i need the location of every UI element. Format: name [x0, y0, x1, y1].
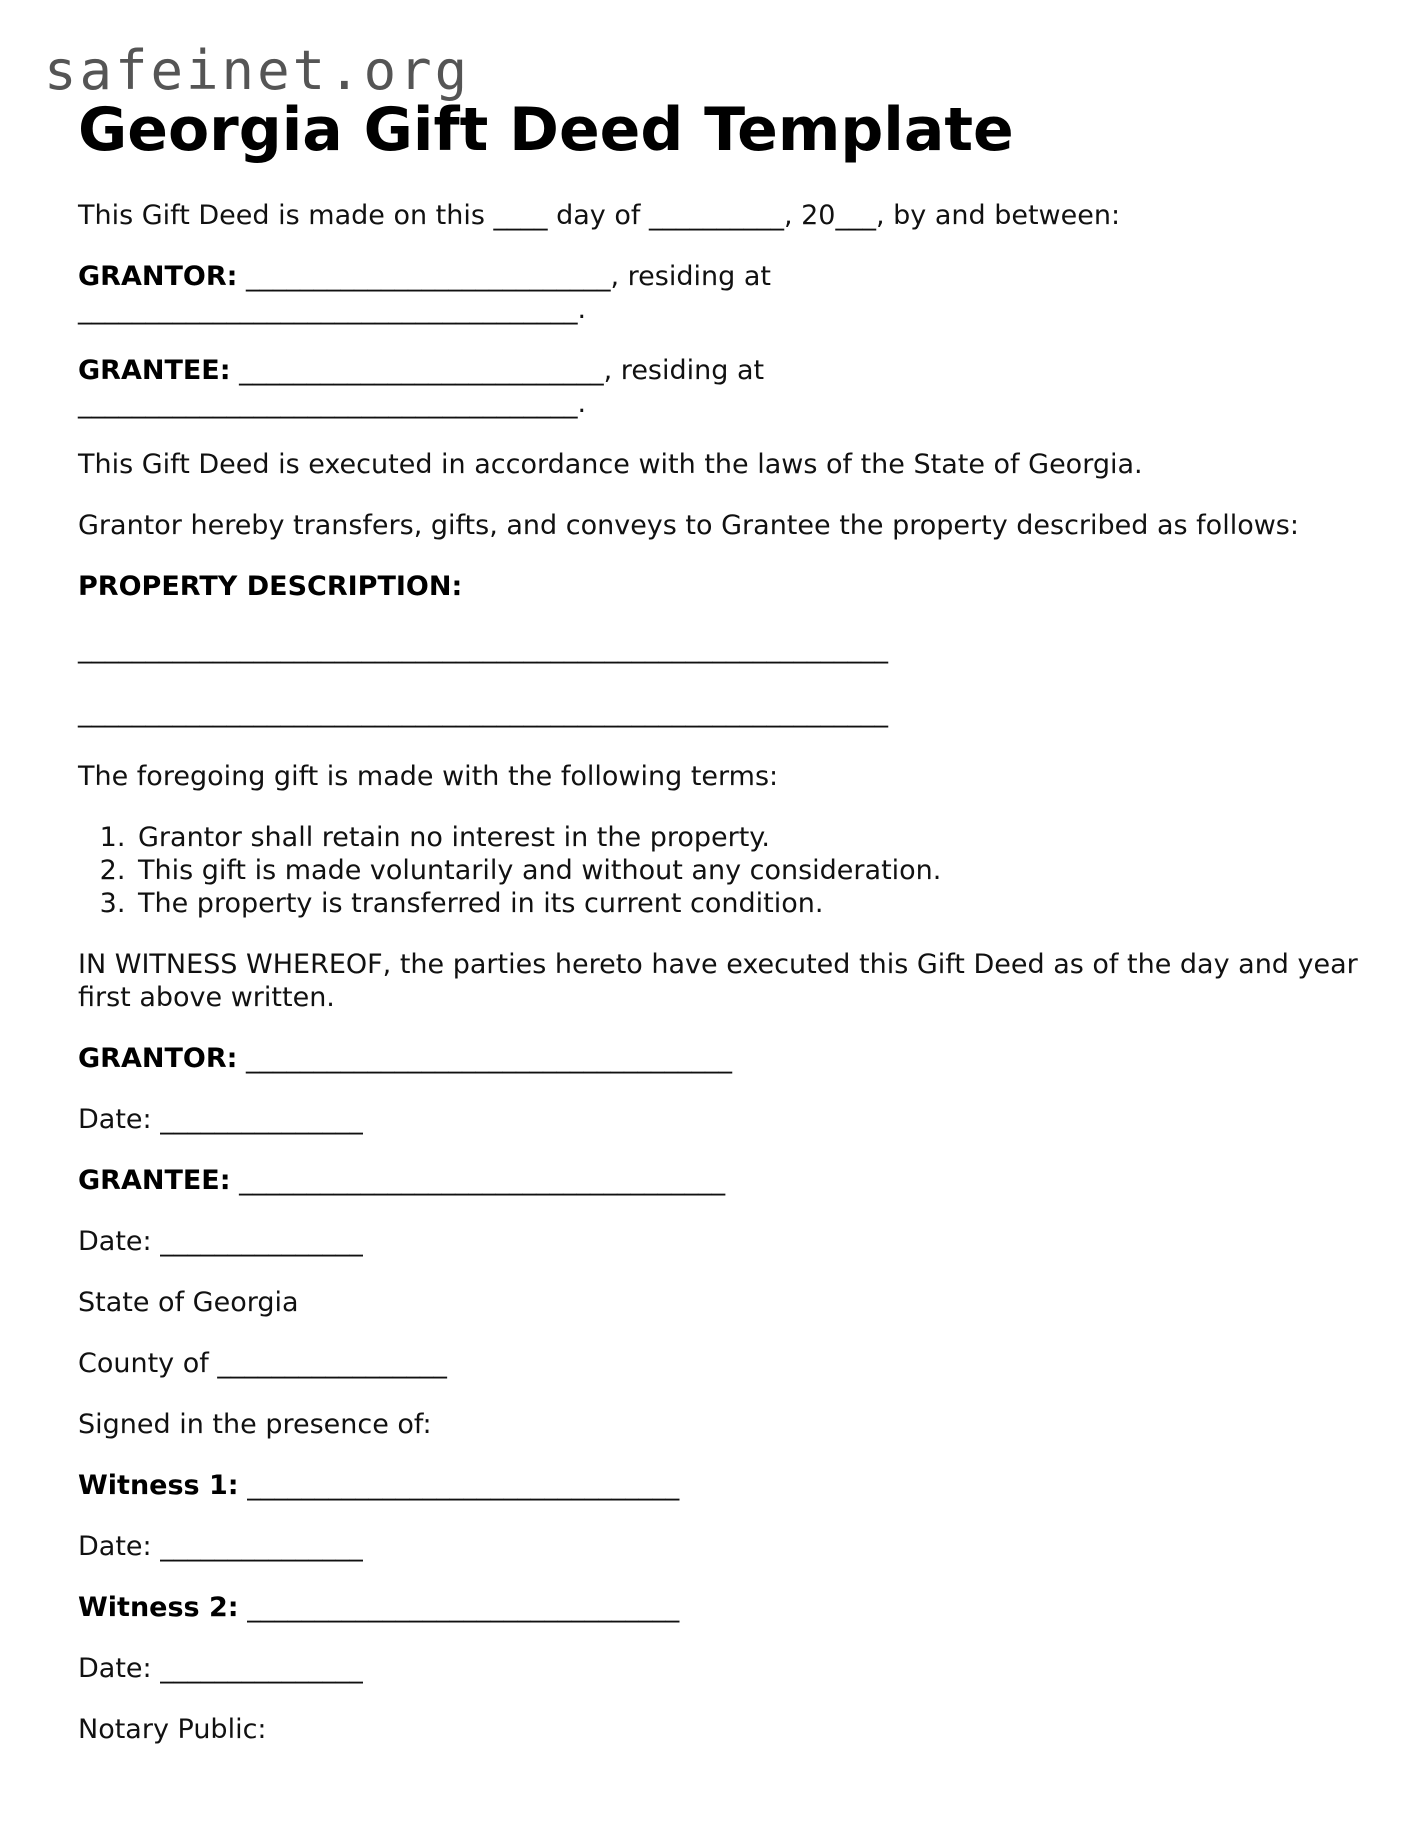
property-description-heading: PROPERTY DESCRIPTION: [78, 571, 463, 602]
witness-1-label: Witness 1: [78, 1470, 239, 1501]
grantee-signature-line [78, 1164, 1368, 1197]
grantor-party-block [78, 260, 1368, 326]
grantor-label: GRANTOR: [78, 261, 238, 292]
document-body [78, 96, 1368, 1774]
grantee-party-block [78, 354, 1368, 420]
grantor-signature-line [78, 1042, 1368, 1075]
notary-public-line: Notary Public: [78, 1714, 267, 1745]
grantee-label: GRANTEE: [78, 355, 231, 386]
watermark: safeinet.org [44, 39, 471, 102]
state-line: State of Georgia [78, 1287, 299, 1318]
witness-2-signature-line [78, 1591, 1368, 1624]
county-line: County of _________________ [78, 1348, 447, 1379]
witness-2-date-line: Date: _______________ [78, 1653, 363, 1684]
witness-1-blank: ________________________________ [238, 1470, 680, 1501]
document-title: Georgia Gift Deed Template [78, 95, 1014, 165]
grantee-date-line: Date: _______________ [78, 1226, 363, 1257]
grantee-signature-blank: ____________________________________ [230, 1165, 726, 1196]
terms-list-item: 1. Grantor shall retain no interest in the property. [134, 821, 1368, 854]
grantee-signature-label: GRANTEE: [78, 1165, 231, 1196]
property-line-1: ____________________________________________________________ [78, 633, 888, 664]
grantor-signature-blank: ____________________________________ [237, 1043, 732, 1074]
grantor-date-line: Date: _______________ [78, 1104, 363, 1135]
grantee-address-blank: _____________________________________. [78, 388, 587, 419]
grantor-name-blank: ___________________________, residing at [237, 261, 771, 292]
transfer-statement: Grantor hereby transfers, gifts, and conveys to Grantee the property described as follows: [78, 510, 1299, 541]
witness-whereof-paragraph: IN WITNESS WHEREOF, the parties hereto have executed this Gift Deed as of the day and year first above written. [78, 949, 1358, 1013]
intro-paragraph: This Gift Deed is made on this ____ day of __________, 20___, by and between: [78, 200, 1121, 231]
signed-presence-line: Signed in the presence of: [78, 1409, 432, 1440]
witness-2-label: Witness 2: [78, 1592, 239, 1623]
grantor-address-blank: _____________________________________. [78, 294, 587, 325]
terms-list [78, 821, 1368, 920]
witness-2-blank: ________________________________ [238, 1592, 680, 1623]
grantee-name-blank: ___________________________, residing at [230, 355, 765, 386]
terms-intro: The foregoing gift is made with the following terms: [78, 761, 779, 792]
terms-list-item: 2. This gift is made voluntarily and without any consideration. [134, 854, 1368, 887]
witness-1-date-line: Date: _______________ [78, 1531, 363, 1562]
witness-1-signature-line [78, 1469, 1368, 1502]
property-line-2: ____________________________________________________________ [78, 697, 888, 728]
law-statement: This Gift Deed is executed in accordance with the laws of the State of Georgia. [78, 449, 1143, 480]
terms-list-item: 3. The property is transferred in its current condition. [134, 887, 1368, 920]
grantor-signature-label: GRANTOR: [78, 1043, 238, 1074]
